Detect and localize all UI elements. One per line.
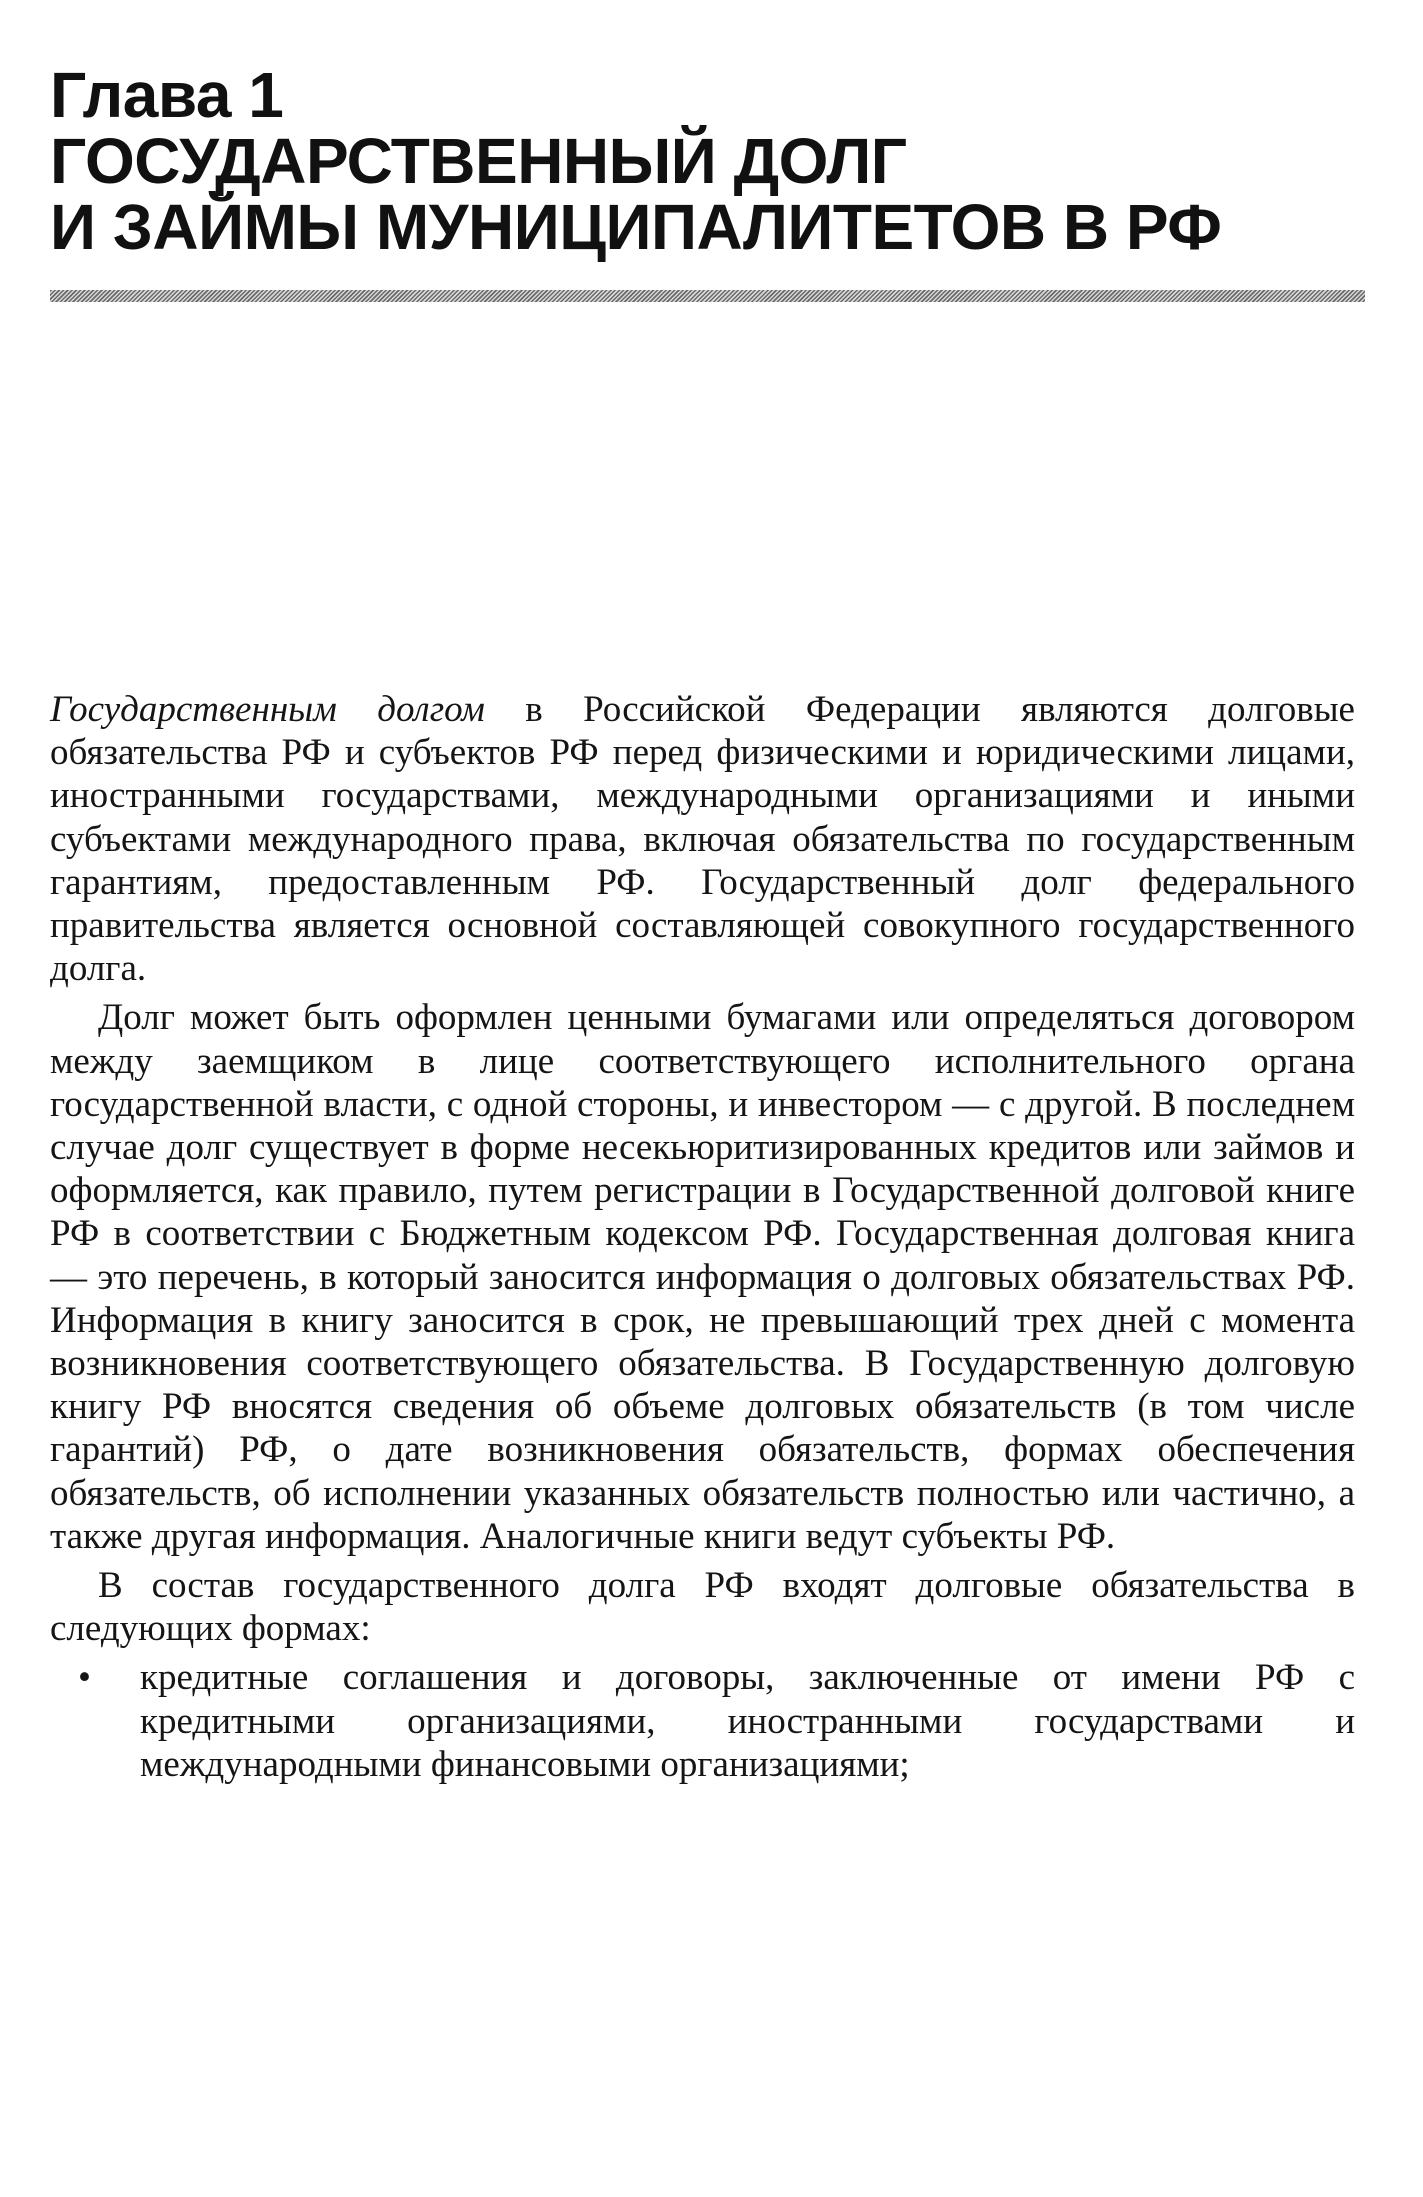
defined-term: Государственным долгом	[50, 689, 485, 730]
chapter-title-line-2: И ЗАЙМЫ МУНИЦИПАЛИТЕТОВ В РФ	[50, 191, 1222, 263]
paragraph-2: Долг может быть оформлен ценными бумагами или определяться договором между заемщиком в лице соответствующего исполнительного органа государственной власти, с одной стороны, и инвестором — с другой. В последнем случае долг существует в форме несекьюритизированных кредитов или займов и оформляется, как правило, путем регистрации в Государственной долговой книге РФ в соответствии с Бюджетным кодексом РФ. Государственная долговая книга — это перечень, в который заносится информация о долговых обязательствах РФ. Информация в книгу заносится в срок, не превышающий трех дней с момента возникновения соответствующего обязательства. В Государственную долговую книгу РФ вносятся сведения об объеме долговых обязательств (в том числе гарантий) РФ, о дате возникновения обязательств, формах обеспечения обязательств, об исполнении указанных обязательств полностью или частично, а также другая информация. Аналогичные книги ведут субъекты РФ.	[50, 997, 1355, 1557]
bullet-marker: •	[78, 1657, 91, 1699]
chapter-title-line-1: ГОСУДАРСТВЕННЫЙ ДОЛГ	[50, 125, 907, 197]
chapter-header	[50, 59, 1360, 263]
body-text	[50, 688, 1355, 1786]
paragraph-1-text: в Российской Федерации являются долговые обязательства РФ и субъектов РФ перед физическими и юридическими лицами, иностранными государствами, международными организациями и иными субъектами международного права, включая обязательства по государственным гарантиям, предоставленным РФ. Государственный долг федерального правительства является основной составляющей совокупного государственного долга.	[50, 689, 1355, 990]
paragraph-3: В состав государственного долга РФ входят долговые обязательства в следующих формах:	[50, 1565, 1355, 1650]
header-divider	[50, 290, 1365, 302]
paragraph-1	[50, 688, 1355, 990]
bullet-item	[78, 1656, 1355, 1786]
chapter-label: Глава 1	[50, 59, 284, 131]
bullet-list	[50, 1656, 1355, 1786]
bullet-text: кредитные соглашения и договоры, заключенные от имени РФ с кредитными организациями, иностранными государствами и международными финансовыми организациями;	[140, 1657, 1355, 1785]
